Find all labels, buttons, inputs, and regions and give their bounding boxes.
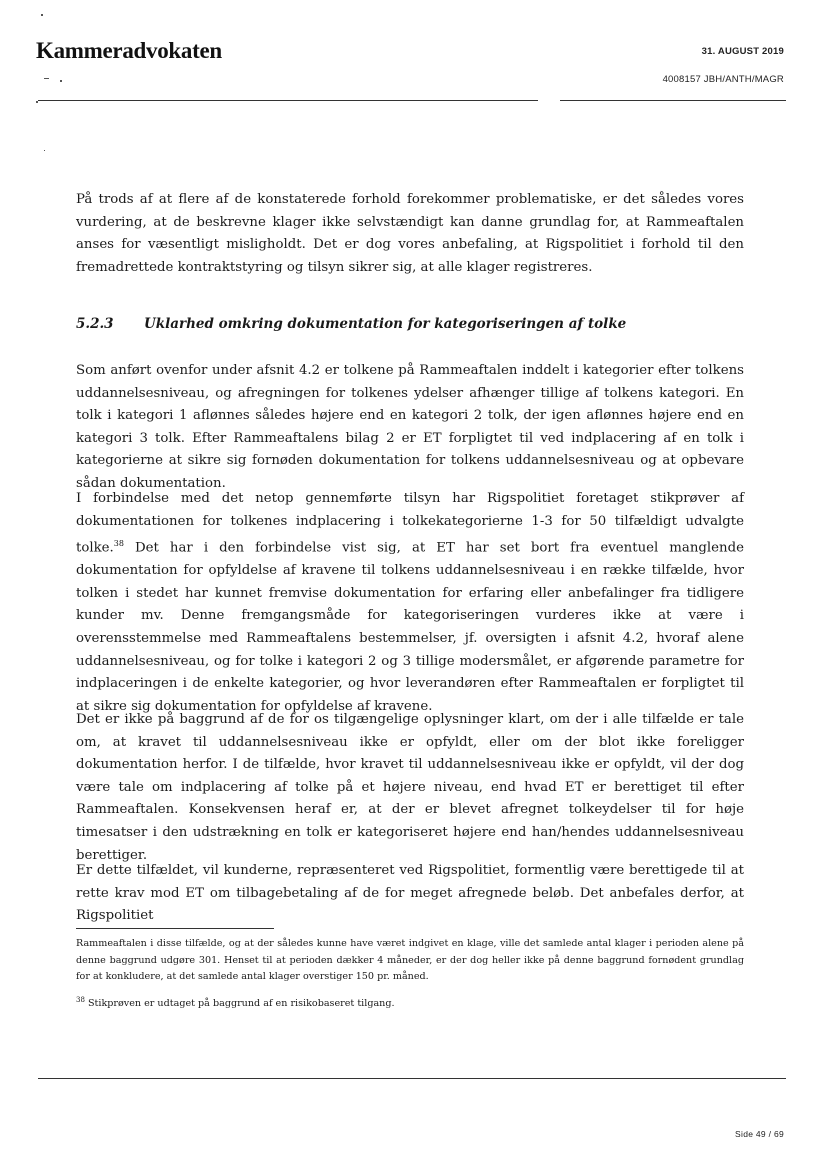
scan-speck <box>41 14 43 16</box>
footnote-text: Stikprøven er udtaget på baggrund af en risikobaseret tilgang. <box>84 997 395 1009</box>
paragraph-text: Det er ikke på baggrund af de for os tilgængelige oplysninger klart, om der i alle tilfælde er tale om, at kravet til uddannelsesniveau ikke er opfyldt, eller om der blot ikke foreligger dokumentation herfor. I de tilfælde, hvor kravet til uddannelsesniveau ikke er opfyldt, vil der dog være tale om indplacering af tolke på et højere niveau, end hvad ET er berettiget til efter Rammeaftalen. Konsekvensen heraf er, at der er blevet afregnet tolkeydelser til for høje timesatser i den udstrækning en tolk er kategoriseret højere end han/hendes uddannelsesniveau berettiger. <box>76 712 744 863</box>
section-heading <box>76 316 626 332</box>
scan-speck <box>60 80 62 82</box>
page-number: Side 49 / 69 <box>735 1129 784 1139</box>
document-reference: 4008157 JBH/ANTH/MAGR <box>662 74 784 85</box>
paragraph-text-part: Det har i den forbindelse vist sig, at ET har set bort fra eventuel manglende dokumentation for opfyldelse af kravene til tolkens uddannelsesniveau i en række tilfælde, hvor tolken i stedet har kunnet fremvise dokumentation for erfaring eller anbefalinger fra tidligere kunder mv. Denne fremgangsmåde for kategoriseringen vurderes ikke at være i overensstemmelse med Rammeaftalens bestemmelser, jf. oversigten i afsnit 4.2, hvoraf alene uddannelsesniveau, og for tolke i kategori 2 og 3 tillige modersmålet, er afgørende parametre for indplaceringen i de enkelte kategorier, og hvor leverandøren efter Rammeaftalen er forpligtet til at sikre sig dokumentation for opfyldelse af kravene. <box>76 540 744 714</box>
section-number: 5.2.3 <box>76 316 114 332</box>
document-date: 31. AUGUST 2019 <box>701 46 784 57</box>
paragraph-text: Som anført ovenfor under afsnit 4.2 er tolkene på Rammeaftalen inddelt i kategorier efter tolkens uddannelsesniveau, og afregningen for tolkenes ydelser afhænger tillige af tolkens kategori. En tolk i kategori 1 aflønnes således højere end en kategori 2 tolk, der igen aflønnes højere end en kategori 3 tolk. Efter Rammeaftalens bilag 2 er ET forpligtet til ved indplacering af en tolk i kategorierne at sikre sig fornøden dokumentation for tolkens uddannelsesniveau og at opbevare sådan dokumentation. <box>76 363 744 491</box>
logo: Kammeradvokaten <box>36 38 222 63</box>
footnotes <box>76 936 744 1012</box>
footnote-continued: Rammeaftalen i disse tilfælde, og at der således kunne have været indgivet en klage, ville det samlede antal klager i perioden alene på denne baggrund udgøre 301. Henset til at perioden dækker 4 måneder, er der dog heller ikke på denne baggrund fornødent grundlag for at konkludere, at det samlede antal klager overstiger 150 pr. måned. <box>76 938 744 982</box>
footnote-38 <box>76 992 744 1013</box>
footnote-marker: 38 <box>76 995 85 1004</box>
paragraph-2 <box>76 488 744 718</box>
paragraph-1 <box>76 360 744 496</box>
scan-speck <box>44 78 49 79</box>
section-title: Uklarhed omkring dokumentation for kategoriseringen af tolke <box>144 316 627 332</box>
footnote-ref-38[interactable]: 38 <box>113 539 124 549</box>
paragraph-text: På trods af at flere af de konstaterede forhold forekommer problematiske, er det således vores vurdering, at de beskrevne klager ikke selvstændigt kan danne grundlag for, at Rammeaftalen anses for væsentligt misligholdt. Det er dog vores anbefaling, at Rigspolitiet i forhold til den fremadrettede kontraktstyring og tilsyn sikrer sig, at alle klager registreres. <box>76 192 744 275</box>
header-rule-left <box>38 100 538 101</box>
paragraph-text <box>76 488 744 718</box>
paragraph-text: Er dette tilfældet, vil kunderne, repræsenteret ved Rigspolitiet, formentlig være berettigede til at rette krav mod ET om tilbagebetaling af de for meget afregnede beløb. Det anbefales derfor, at Rigspolitiet <box>76 863 744 924</box>
scan-speck <box>36 101 38 103</box>
paragraph-4 <box>76 860 744 928</box>
header-rule-right <box>560 100 786 101</box>
footer-rule <box>38 1078 786 1079</box>
scan-speck <box>44 150 45 151</box>
intro-paragraph <box>76 189 744 279</box>
footnote-separator <box>76 928 274 929</box>
paragraph-3 <box>76 709 744 867</box>
paragraph-text-part: I forbindelse med det netop gennemførte tilsyn har Rigspolitiet foretaget stikprøver af dokumentationen for tolkenes indplacering i tolkekategorierne 1-3 for 50 tilfældigt udvalgte tolke. <box>76 491 744 556</box>
